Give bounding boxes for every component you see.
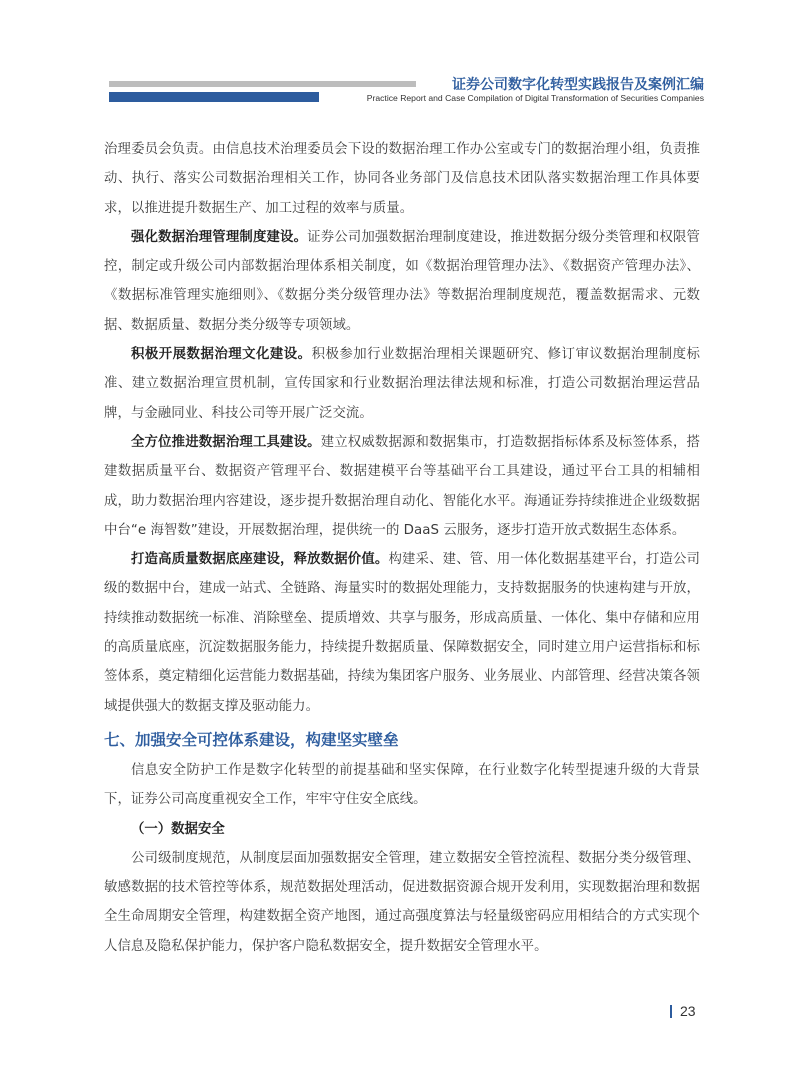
paragraph-text: 建立权威数据源和数据集市，打造数据指标体系及标签体系，搭建数据质量平台、数据资产管理平台、数据建模平台等基础平台工具建设，通过平台工具的相辅相成，助力数据治理内容建设，逐步提升数据治理自动化、智能化水平。海通证券持续推进企业级数据中台“e 海智数”建设，开展数据治理，提供统一的 DaaS 云服务，逐步打造开放式数据生态体系。 [104,434,700,538]
running-header-subtitle: Practice Report and Case Compilation of Digital Transformation of Securities Companies [366,93,704,103]
paragraph-security-intro: 信息安全防护工作是数字化转型的前提基础和坚实保障，在行业数字化转型提速升级的大背景下，证券公司高度重视安全工作，牢牢守住安全底线。 [104,762,700,808]
paragraph-governance-tools [104,428,700,545]
paragraph-text: 证券公司加强数据治理制度建设，推进数据分级分类管理和权限管控，制定或升级公司内部数据治理体系相关制度，如《数据治理管理办法》、《数据资产管理办法》、《数据标准管理实施细则》、《数据分类分级管理办法》等数据治理制度规范，覆盖数据需求、元数据、数据质量、数据分类分级等专项领域。 [104,229,700,333]
subsection-heading-data-security: （一）数据安全 [131,821,225,837]
paragraph-lead: 强化数据治理管理制度建设。 [131,229,308,245]
header-gray-bar [109,81,416,87]
page-body [104,135,700,961]
paragraph-lead: 打造高质量数据底座建设，释放数据价值。 [131,552,389,568]
paragraph-lead: 积极开展数据治理文化建设。 [131,347,312,363]
paragraph-data-security: 公司级制度规范，从制度层面加强数据安全管理，建立数据安全管控流程、数据分类分级管理、敏感数据的技术管控等体系，规范数据处理活动，促进数据资源合规开发利用，实现数据治理和数据全生命周期安全管理，构建数据全资产地图，通过高强度算法与轻量级密码应用相结合的方式实现个人信息及隐私保护能力，保护客户隐私数据安全，提升数据安全管理水平。 [104,850,700,954]
header-blue-bar [109,92,319,102]
page-number-marker [670,1005,672,1018]
paragraph-data-foundation [104,545,700,721]
section-heading-security: 七、加强安全可控体系建设，构建坚实壁垒 [104,730,399,749]
paragraph-governance-culture [104,340,700,428]
page-number: 23 [680,1003,696,1019]
paragraph-lead: 全方位推进数据治理工具建设。 [131,434,321,450]
page-footer [670,1003,696,1019]
running-header-title: 证券公司数字化转型实践报告及案例汇编 [452,77,704,93]
paragraph-text: 构建采、建、管、用一体化数据基建平台，打造公司级的数据中台，建成一站式、全链路、海量实时的数据处理能力，支持数据服务的快速构建与开放，持续推动数据统一标准、消除壁垒、提质增效、共享与服务，形成高质量、一体化、集中存储和应用的高质量底座，沉淀数据服务能力，持续提升数据质量、保障数据安全，同时建立用户运营指标和标签体系，奠定精细化运营能力数据基础，持续为集团客户服务、业务展业、内部管理、经营决策各领域提供强大的数据支撑及驱动能力。 [104,552,700,714]
paragraph-policy-system [104,223,700,340]
paragraph-governance-committee: 治理委员会负责。由信息技术治理委员会下设的数据治理工作办公室或专门的数据治理小组，负责推动、执行、落实公司数据治理相关工作，协同各业务部门及信息技术团队落实数据治理工作具体要求，以推进提升数据生产、加工过程的效率与质量。 [104,142,700,216]
paragraph-text: 积极参加行业数据治理相关课题研究、修订审议数据治理制度标准、建立数据治理宣贯机制，宣传国家和行业数据治理法律法规和标准，打造公司数据治理运营品牌，与金融同业、科技公司等开展广泛交流。 [104,347,700,421]
